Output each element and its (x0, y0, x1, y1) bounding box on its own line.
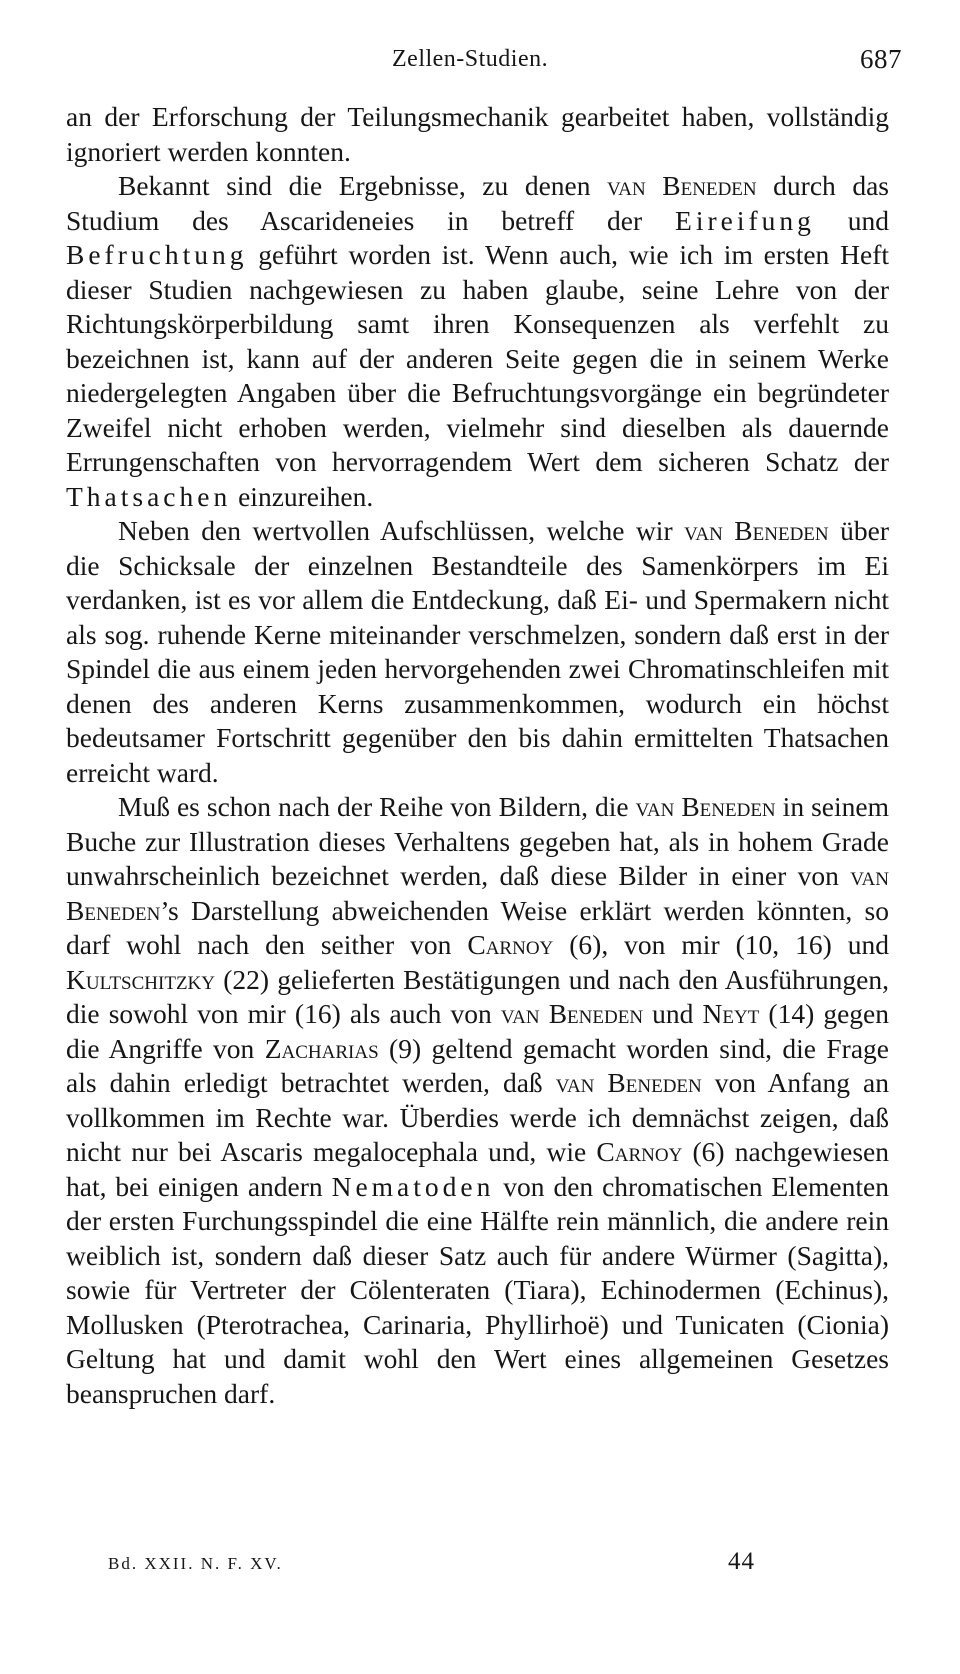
spaced-term: Thatsachen (66, 480, 232, 512)
volume-signature: Bd. XXII. N. F. XV. (108, 1554, 283, 1573)
text-run: und (643, 998, 703, 1029)
author-name: van Beneden (635, 791, 776, 822)
text-run: von Anfang an vollkommen im Rechte war. Überdies werde ich demnächst zeigen, daß nicht nur bei Ascaris megalocephala und, wie (66, 1067, 889, 1167)
text-run: geführt worden ist. Wenn auch, wie ich im ersten Heft dieser Studien nachgewiesen zu haben glaube, seine Lehre von der Richtungskörperbildung samt ihren Konsequenzen als verfehlt zu bezeichnen ist, kann auf der anderen Seite gegen die in seinem Werke niedergelegten Angaben über die Befruchtungsvorgänge ein begründeter Zweifel nicht erhoben werden, vielmehr sind dieselben als dauernde Errungenschaften von hervorragendem Wert dem sicheren Schatz der (66, 239, 889, 477)
page-number: 687 (860, 44, 902, 74)
text-run: (6), von mir (10, 16) und (553, 929, 889, 960)
signature-line (0, 1548, 960, 1588)
spaced-term: Nematoden (331, 1170, 495, 1202)
text-run: Bekannt sind die Ergebnisse, zu denen (118, 170, 608, 201)
paragraph-4 (66, 790, 889, 1411)
text-run: Neben den wertvollen Aufschlüssen, welche wir (118, 515, 685, 546)
author-name: Carnoy (596, 1136, 683, 1167)
text-run: (14) gegen die Angriffe von (66, 998, 890, 1064)
paragraph-2 (66, 169, 889, 514)
text-run: Muß es schon nach der Reihe von Bildern, die (118, 791, 636, 822)
running-head (0, 40, 960, 80)
running-title: Zellen-Studien. (392, 46, 549, 72)
paragraph-3 (66, 514, 889, 790)
author-name: Carnoy (467, 929, 554, 960)
text-run: und (814, 204, 889, 236)
author-name: van Beneden (684, 515, 829, 546)
author-name: van Beneden (607, 170, 757, 201)
author-name: Neyt (702, 998, 760, 1029)
text-run: über die Schicksale der einzelnen Bestandteile des Samenkörpers im Ei verdanken, ist es vor allem die Entdeckung, daß Ei- und Spermakern nicht als sog. ruhende Kerne miteinander verschmelzen, sondern daß erst in der Spindel die aus einem jeden hervorgehenden zwei Chromatinschleifen mit denen des anderen Kerns zusammenkommen, wodurch ein höchst bedeutsamer Fortschritt gegenüber den bis dahin ermittelten Thatsachen erreicht ward. (66, 515, 889, 788)
text-run: (22) gelieferten Bestätigungen und nach den Ausführungen, die sowohl von mir (16) als auch von (66, 963, 889, 1029)
paragraph-1 (66, 100, 889, 169)
text-run: ’s Darstellung abweichenden Weise erklärt werden könnten, so darf wohl nach den seither von (66, 894, 889, 960)
author-name: van Beneden (66, 860, 889, 926)
text-run: durch das Studium des Ascarideneies in betreff der (66, 170, 889, 236)
spaced-term: Eireifung (675, 204, 815, 236)
author-name: Kultschitzky (66, 963, 215, 995)
signature-number: 44 (728, 1548, 755, 1575)
body-text (66, 100, 889, 1411)
text-run: von den chromatischen Elementen der ersten Furchungsspindel die eine Hälfte rein männlich, die andere rein weiblich ist, sondern daß dieser Satz auch für andere Würmer (Sagitta), sowie für Vertreter der Cölenteraten (Tiara), Echinodermen (Echinus), Mollusken (Pterotrachea, Carinaria, Phyllirhoë) und Tunicaten (Cionia) Geltung hat und damit wohl den Wert eines allgemeinen Gesetzes beanspruchen darf. (66, 1170, 889, 1409)
spaced-term: Befruchtung (66, 239, 248, 270)
text-run: (6) nachgewiesen hat, bei einigen andern (66, 1136, 890, 1202)
author-name: Zacharias (264, 1032, 379, 1064)
text-run: in seinem Buche zur Illustration dieses Verhaltens gegeben hat, als in hohem Grade unwahrscheinlich bezeichnet werden, daß diese Bilder in einer von (66, 791, 889, 891)
text-run: (9) geltend gemacht worden sind, die Frage als dahin erledigt betrachtet werden, daß (66, 1032, 890, 1098)
paragraph-1-text: an der Erforschung der Teilungsmechanik gearbeitet haben, vollständig ignoriert werden konnten. (66, 101, 889, 167)
text-run: einzureihen. (231, 480, 374, 512)
author-name: van Beneden (555, 1067, 702, 1098)
author-name: van Beneden (500, 998, 644, 1029)
